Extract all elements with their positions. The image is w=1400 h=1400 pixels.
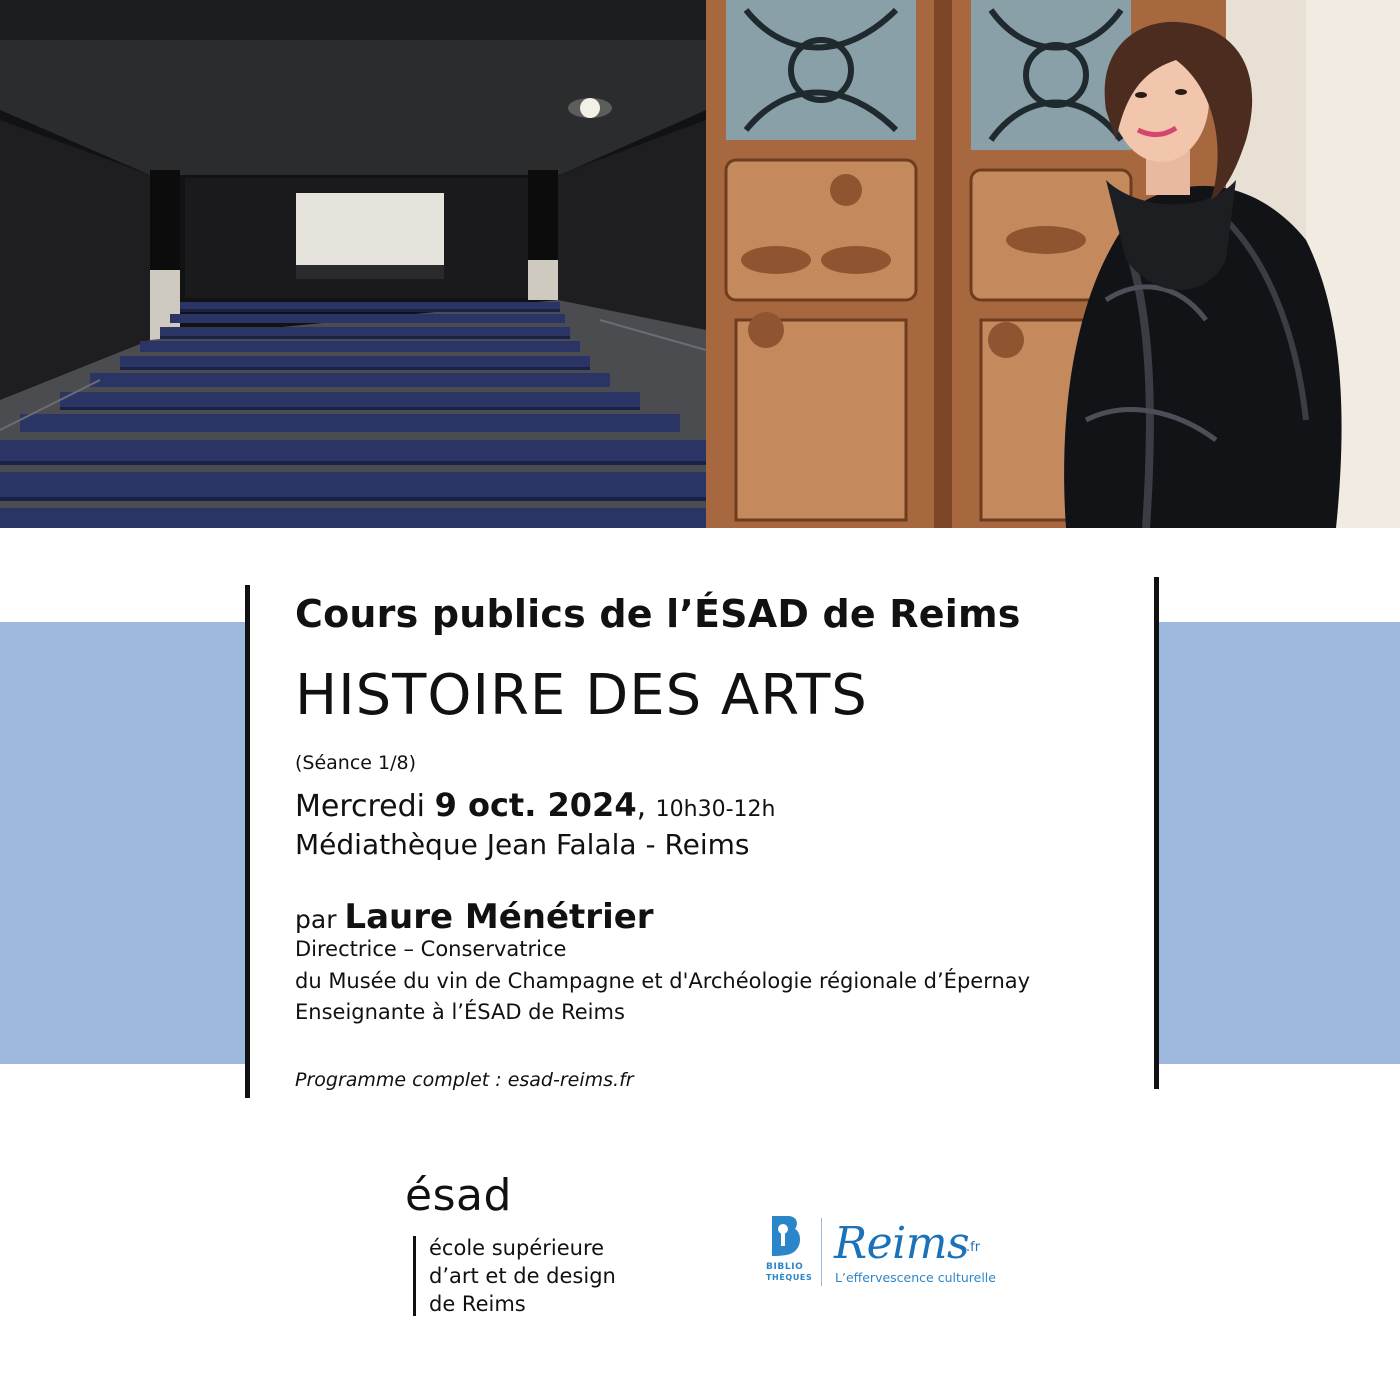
speaker-role-line: Enseignante à l’ÉSAD de Reims [295,1000,625,1024]
esad-logo-line: école supérieure [429,1236,605,1260]
blue-band-right [1157,622,1400,1064]
program-link[interactable]: Programme complet : esad-reims.fr [295,1069,634,1091]
esad-wordmark: ésad [405,1170,512,1221]
bibliotheques-logo [764,1214,824,1288]
bibliotheques-b-icon [768,1214,802,1258]
card-left-rule [245,585,250,1098]
logo-divider [821,1218,822,1286]
date-separator: , [636,789,656,824]
reims-tagline: L’effervescence culturelle [835,1270,996,1285]
esad-logo-line: de Reims [429,1292,526,1316]
esad-logo-line: d’art et de design [429,1264,616,1288]
event-heading: Cours publics de l’ÉSAD de Reims [295,592,1021,636]
event-venue: Médiathèque Jean Falala - Reims [295,828,750,861]
esad-logo-rule [413,1236,416,1316]
bibliotheques-line1: BIBLIO [766,1262,804,1272]
reims-suffix: .fr [966,1240,981,1255]
speaker-prefix: par [295,905,345,934]
event-date [295,786,775,824]
speaker-name: Laure Ménétrier [344,897,654,937]
event-title: HISTOIRE DES ARTS [295,663,868,728]
bibliotheques-line2: THÈQUES [766,1273,813,1282]
reims-logo [834,1218,1014,1288]
event-time: 10h30-12h [655,797,776,822]
cinema-photo [0,0,706,528]
session-label: (Séance 1/8) [295,752,417,774]
speaker-role-line: du Musée du vin de Champagne et d'Archéologie régionale d’Épernay [295,969,1031,993]
speaker-line [295,897,654,937]
reims-wordmark: Reims [834,1218,970,1269]
speaker-role-line: Directrice – Conservatrice [295,937,567,961]
date-value: 9 oct. 2024 [434,786,637,824]
blue-band-left [0,622,248,1064]
date-prefix: Mercredi [295,789,435,824]
speaker-photo [706,0,1400,528]
esad-logo [405,1170,665,1320]
card-right-rule [1154,577,1159,1089]
